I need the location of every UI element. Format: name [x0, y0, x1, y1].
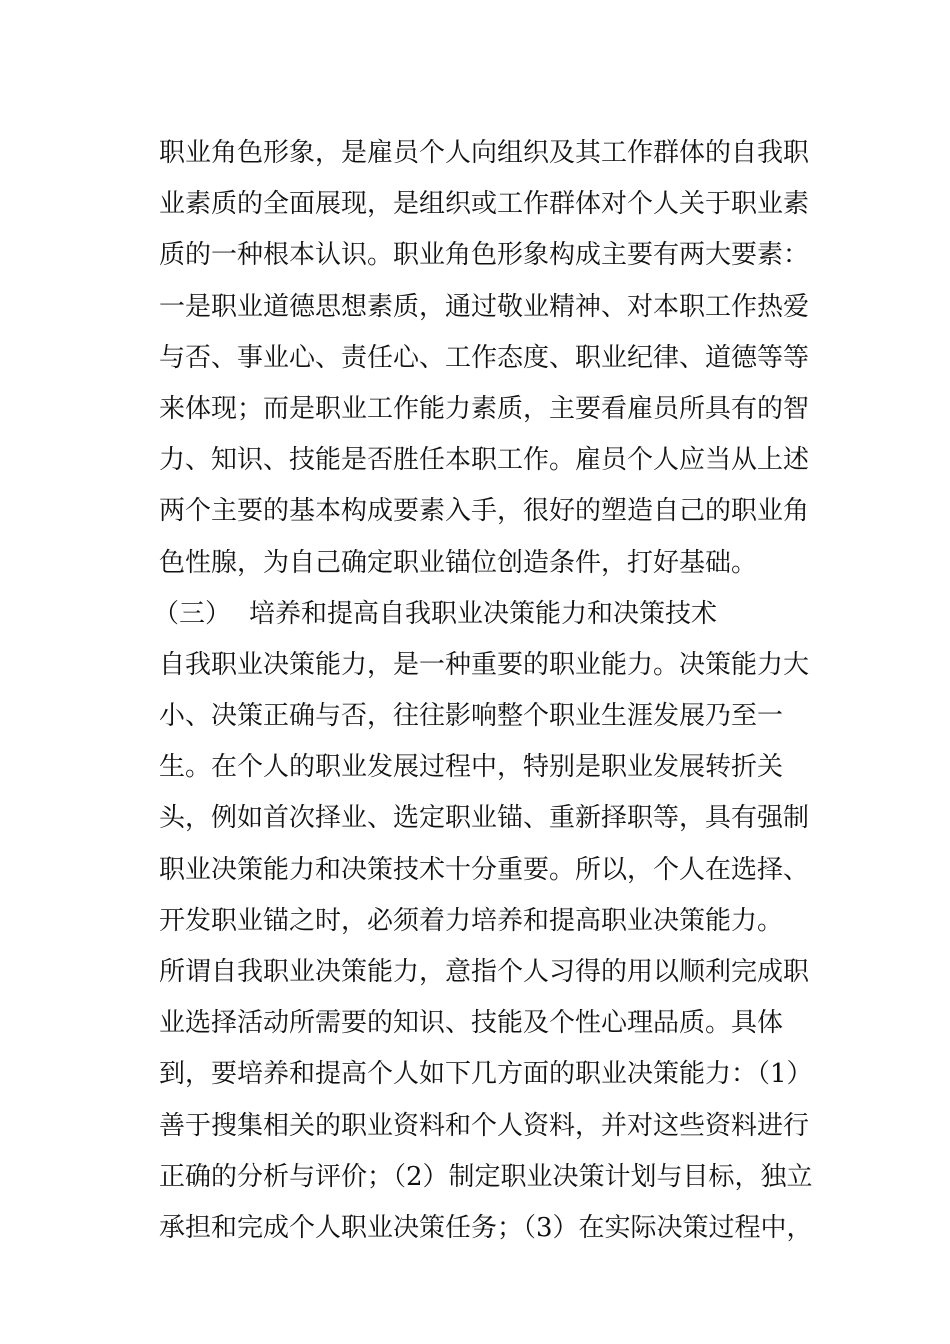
paragraph-line: 自我职业决策能力，是一种重要的职业能力。决策能力大 — [159, 649, 810, 680]
paragraph-line: 开发职业锚之时，必须着力培养和提高职业决策能力。 — [159, 905, 784, 936]
paragraph-line: 一是职业道德思想素质，通过敬业精神、对本职工作热爱 — [159, 291, 810, 322]
paragraph-line: 头，例如首次择业、选定职业锚、重新择职等，具有强制 — [159, 803, 810, 834]
paragraph-line: 小、决策正确与否，往往影响整个职业生涯发展乃至一 — [159, 701, 784, 732]
paragraph-line: 所谓自我职业决策能力，意指个人习得的用以顺利完成职 — [159, 957, 810, 987]
paragraph-line: 与否、事业心、责任心、工作态度、职业纪律、道德等等 — [159, 342, 810, 373]
paragraph-line: 正确的分析与评价；（2）制定职业决策计划与目标，独立 — [159, 1161, 813, 1192]
paragraph-line: 到，要培养和提高个人如下几方面的职业决策能力：（1） — [159, 1059, 813, 1090]
paragraph-line: 质的一种根本认识。职业角色形象构成主要有两大要素： — [159, 240, 810, 271]
paragraph-line: 职业角色形象，是雇员个人向组织及其工作群体的自我职 — [159, 138, 810, 168]
section-heading — [153, 589, 824, 640]
paragraph-line: 承担和完成个人职业决策任务；（3）在实际决策过程中， — [159, 1212, 813, 1243]
paragraph-line: 力、知识、技能是否胜任本职工作。雇员个人应当从上述 — [159, 445, 810, 476]
paragraph-line: 两个主要的基本构成要素入手，很好的塑造自己的职业角 — [159, 496, 810, 527]
body-text — [153, 128, 824, 1254]
paragraph-line: 业选择活动所需要的知识、技能及个性心理品质。具体 — [159, 1008, 784, 1039]
section-title: 培养和提高自我职业决策能力和决策技术 — [249, 598, 718, 629]
paragraph-line: 色性腺，为自己确定职业锚位创造条件，打好基础。 — [159, 547, 758, 578]
paragraph-line: 来体现；而是职业工作能力素质，主要看雇员所具有的智 — [159, 393, 810, 424]
paragraph-line: 生。在个人的职业发展过程中，特别是职业发展转折关 — [159, 752, 784, 783]
section-number: （三） — [153, 598, 232, 629]
paragraph-line: 职业决策能力和决策技术十分重要。所以，个人在选择、 — [159, 854, 810, 885]
paragraph-line: 善于搜集相关的职业资料和个人资料，并对这些资料进行 — [159, 1110, 810, 1141]
paragraph-line: 业素质的全面展现，是组织或工作群体对个人关于职业素 — [159, 189, 810, 220]
